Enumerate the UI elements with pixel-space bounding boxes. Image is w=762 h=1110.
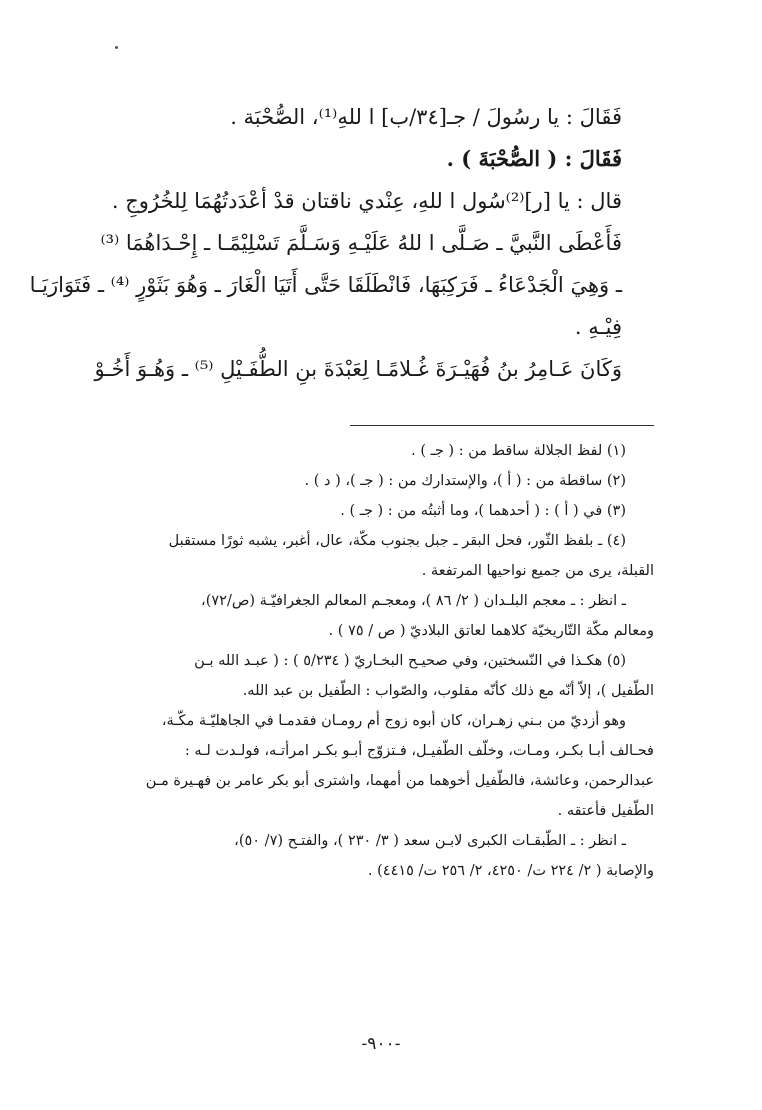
footnote-5-bio-cont-1: فحـالف أبـا بكـر، ومـات، وخلّف الطّفيـل، فـتزوّج أبـو بكـر امرأتـه، فولـدت لـه : bbox=[184, 743, 654, 759]
footnote-5-ref-cont: والإصابة ( ٢/ ٢٢٤ ت/ ٤٢٥٠، ٢/ ٢٥٦ ت/ ٤٤١٥) . bbox=[367, 863, 654, 879]
scan-speck bbox=[115, 46, 118, 49]
footnotes bbox=[92, 436, 654, 886]
footnote-3: (٣) في ( أ ) : ( أحدهما )، وما أثبتُه من : ( جـ ) . bbox=[340, 503, 626, 519]
footnote-4: (٤) ـ بلفظ الثّور، فحل البقر ـ جبل بجنوب مكّة، عال، أغبر، يشبه ثورًا مستقبل bbox=[168, 533, 626, 549]
page-number: -٩٠٠- bbox=[361, 1034, 401, 1054]
footnote-separator bbox=[350, 425, 654, 426]
text-line-2: فَقَالَ : ( الصُّحْبَةَ ) . bbox=[446, 146, 622, 171]
text-line-1: فَقَالَ : يا رسُولَ / جـ[٣٤/ب] ا للهِ⁽¹⁾، الصُّحْبَة . bbox=[230, 105, 622, 129]
footnote-1: (١) لفظ الجلالة ساقط من : ( جـ ) . bbox=[411, 443, 626, 459]
footnote-4-ref: ـ انظر : ـ معجم البلـدان ( ٢/ ٨٦ )، ومعجـم المعالم الجغرافيّـة (ص/٧٢)، bbox=[201, 593, 626, 609]
text-line-3: قال : يا [ر]⁽²⁾سُول ا للهِ، عِنْدي ناقتان قدْ أعْدَدتُهُمَا لِلخُرُوجِ . bbox=[111, 189, 622, 213]
footnote-5-bio-cont-2: عبدالرحمن، وعائشة، فالطّفيل أخوهما من أمهما، واشترى أبو بكر عامر بن فهـيرة مـن bbox=[145, 773, 654, 789]
main-text bbox=[29, 96, 622, 390]
text-line-6: فِيْـهِ . bbox=[574, 315, 622, 339]
text-line-7: وَكَانَ عَـامِرُ بنُ فُهَيْـرَةَ غُـلامًـا لِعَبْدَةَ بنِ الطُّفَـيْلِ ⁽⁵⁾ ـ وَهُـوَ أَخُـوْ bbox=[94, 357, 622, 381]
footnote-5-bio-cont-3: الطّفيل فأعتقه . bbox=[557, 803, 654, 819]
text-line-4: فَأَعْطَى النَّبيَّ ـ صَـلَّى ا للهُ عَلَيْـهِ وَسَـلَّمَ تَسْلِيْمًـا ـ إِحْـدَاهُمَا ⁽³⁾ bbox=[100, 231, 622, 255]
footnote-4-ref-cont: ومعالم مكّة التّاريخيّة كلاهما لعاتق البلاديّ ( ص / ٧٥ ) . bbox=[328, 623, 654, 639]
footnote-5-bio: وهو أزديّ من بـني زهـران، كان أبوه زوج أم رومـان فقدمـا في الجاهليّـة مكّـة، bbox=[161, 713, 626, 729]
footnote-2: (٢) ساقطة من : ( أ )، والإستدارك من : ( جـ )، ( د ) . bbox=[304, 473, 626, 489]
footnote-5-ref: ـ انظر : ـ الطّبقـات الكبرى لابـن سعد ( ٣/ ٢٣٠ )، والفتـح (٧/ ٥٠)، bbox=[234, 833, 626, 849]
footnote-4-cont: القبلة، يرى من جميع نواحيها المرتفعة . bbox=[421, 563, 654, 579]
footnote-5: (٥) هكـذا في النّسختين، وفي صحيـح البخـاريّ ( ٥/٢٣٤ ) : ( عبـد الله بـن bbox=[194, 653, 626, 669]
footnote-5-cont: الطّفيل )، إلاّ أنّه مع ذلك كأنّه مقلوب، والصّواب : الطّفيل بن عبد الله. bbox=[242, 683, 654, 699]
text-line-5: ـ وَهِيَ الْجَدْعَاءُ ـ فَرَكِبَهَا، فَانْطَلَقَا حَتَّى أَتَيَا الْغَارَ ـ وَهُوَ بَثَوْرٍ ⁽⁴⁾ ـ فَتَوَارَيَـا bbox=[29, 273, 622, 297]
